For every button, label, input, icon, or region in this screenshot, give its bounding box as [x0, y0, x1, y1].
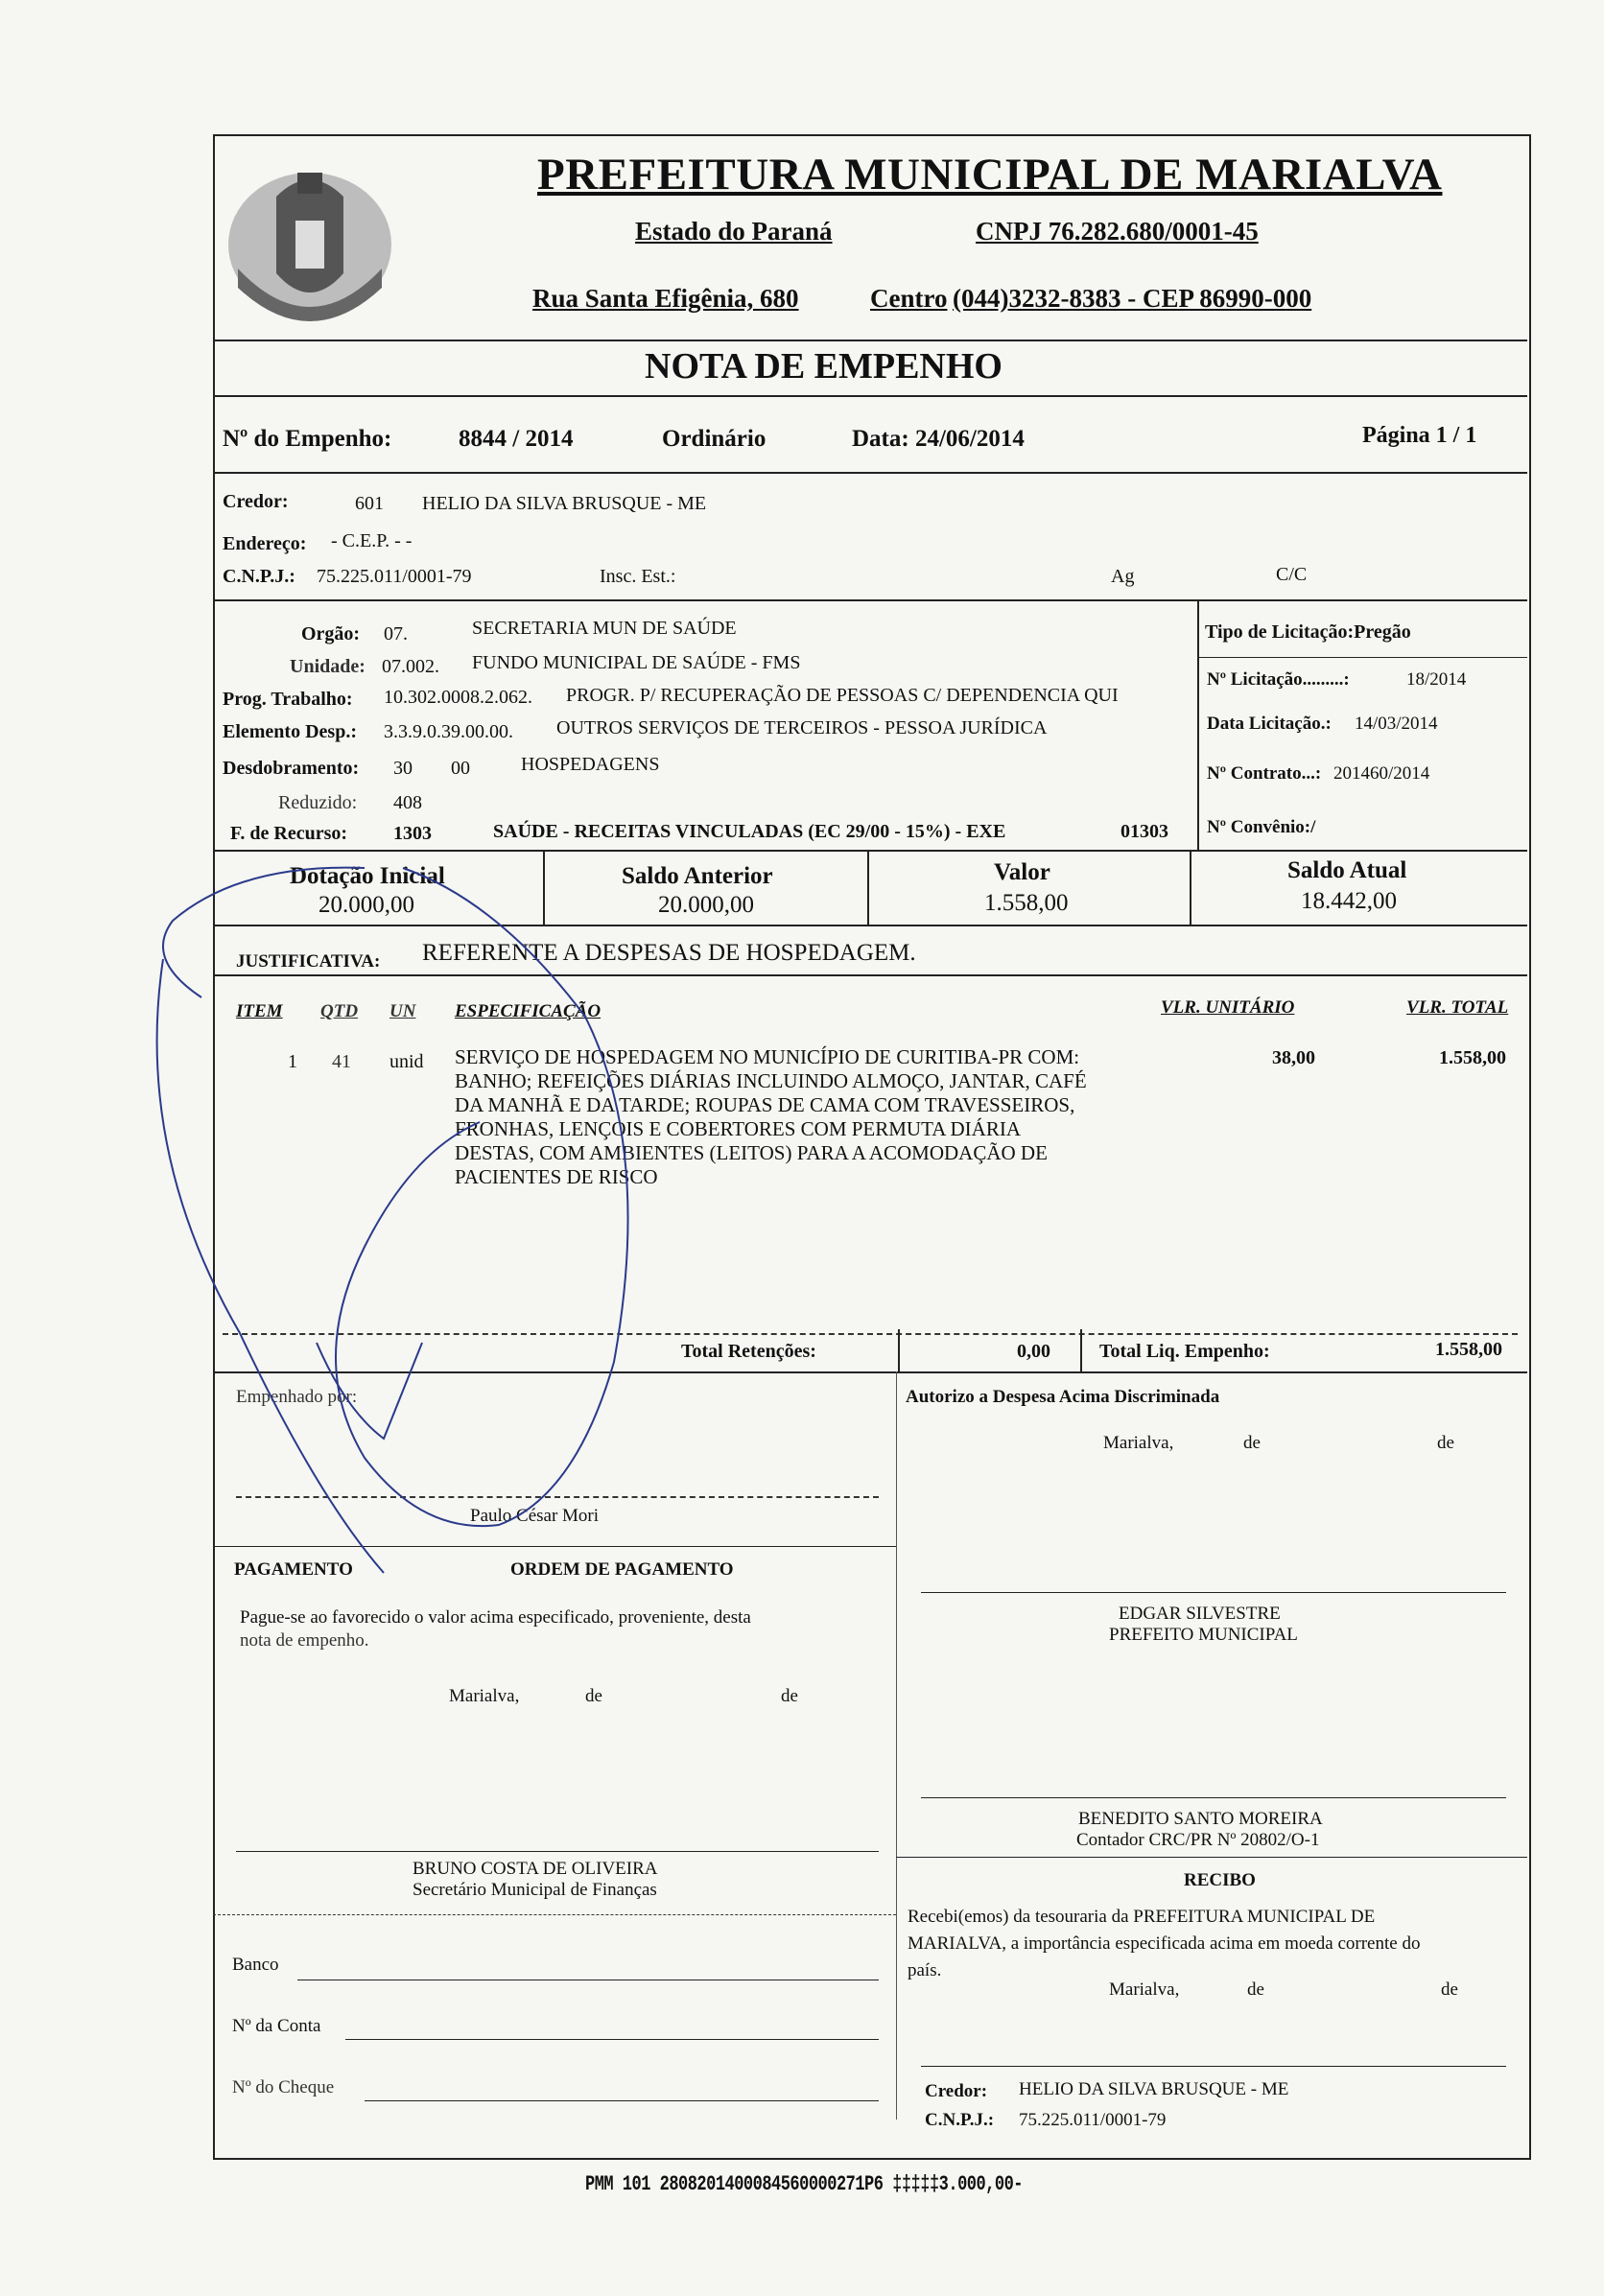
reduzido-label: Reduzido: [278, 792, 358, 813]
valor-value: 1.558,00 [984, 890, 1069, 916]
credor-label: Credor: [223, 491, 289, 512]
col-espec: ESPECIFICAÇÃO [455, 1001, 602, 1021]
licitacao-numero-label: Nº Licitação.........: [1207, 669, 1350, 690]
pagamento-place: Marialva, [449, 1686, 520, 1706]
recurso-name: SAÚDE - RECEITAS VINCULADAS (EC 29/00 - 15%) - EXE [493, 821, 1006, 842]
contador-role: Contador CRC/PR Nº 20802/O-1 [1076, 1830, 1320, 1850]
empenhado-name: Paulo César Mori [470, 1506, 600, 1526]
pagamento-de1: de [585, 1686, 602, 1706]
licitacao-numero: 18/2014 [1406, 669, 1467, 690]
conta-label: Nº da Conta [232, 2016, 321, 2036]
desdob-a: 30 [393, 758, 413, 779]
pagamento-text-2: nota de empenho. [240, 1630, 369, 1651]
prog-name: PROGR. P/ RECUPERAÇÃO DE PESSOAS C/ DEPENDENCIA QUI [566, 685, 1119, 706]
licitacao-data: 14/03/2014 [1355, 714, 1438, 734]
liq-label: Total Liq. Empenho: [1099, 1341, 1270, 1362]
footer-credor-label: Credor: [925, 2081, 988, 2101]
cc-label: C/C [1276, 564, 1308, 585]
item-line: BANHO; REFEIÇÕES DIÁRIAS INCLUINDO ALMOÇO, JANTAR, CAFÉ [455, 1069, 1087, 1092]
item-line: SERVIÇO DE HOSPEDAGEM NO MUNICÍPIO DE CURITIBA-PR COM: [455, 1045, 1080, 1068]
recibo-line-3: país. [908, 1960, 942, 1980]
orgao-code: 07. [384, 623, 408, 644]
item-vlr-total: 1.558,00 [1439, 1047, 1506, 1068]
empenho-number: 8844 / 2014 [459, 426, 574, 452]
unidade-code: 07.002. [382, 656, 439, 677]
empenho-date: Data: 24/06/2014 [852, 426, 1025, 452]
item-line: DA MANHÃ E DA TARDE; ROUPAS DE CAMA COM TRAVESSEIROS, [455, 1093, 1075, 1116]
unidade-label: Unidade: [290, 656, 366, 677]
desdob-name: HOSPEDAGENS [521, 754, 660, 775]
barcode-text: PMM 101 2808201400084560000271P6 ‡‡‡‡‡3.000,00- [585, 2173, 1023, 2197]
retencoes-label: Total Retenções: [681, 1341, 816, 1362]
empenhado-label: Empenhado por: [236, 1387, 358, 1407]
contrato-label: Nº Contrato...: [1207, 763, 1322, 784]
item-line: DESTAS, COM AMBIENTES (LEITOS) PARA A ACOMODAÇÃO DE [455, 1141, 1048, 1164]
footer-cnpj-value: 75.225.011/0001-79 [1019, 2110, 1167, 2130]
prefeito-name: EDGAR SILVESTRE [1119, 1604, 1281, 1624]
ag-label: Ag [1111, 566, 1135, 587]
pagamento-de2: de [781, 1686, 798, 1706]
footer-cnpj-label: C.N.P.J.: [925, 2110, 995, 2130]
pagamento-text-1: Pague-se ao favorecido o valor acima especificado, proveniente, desta [240, 1607, 751, 1628]
atual-label: Saldo Atual [1287, 857, 1407, 883]
cnpj-label: C.N.P.J.: [223, 566, 295, 587]
contrato-value: 201460/2014 [1333, 763, 1430, 784]
item-un: unid [389, 1051, 424, 1072]
liq-value: 1.558,00 [1435, 1339, 1502, 1360]
prefeito-role: PREFEITO MUNICIPAL [1109, 1625, 1298, 1645]
recurso-num: 01303 [1120, 821, 1168, 842]
address-value: - C.E.P. - - [331, 530, 413, 551]
item-qtd: 41 [332, 1051, 351, 1072]
recibo-de2: de [1441, 1980, 1458, 2000]
header-phone-cep: (044)3232-8383 - CEP 86990-000 [953, 284, 1312, 313]
licitacao-tipo: Tipo de Licitação:Pregão [1205, 621, 1411, 643]
banco-label: Banco [232, 1955, 279, 1975]
justificativa-text: REFERENTE A DESPESAS DE HOSPEDAGEM. [422, 940, 916, 966]
contador-name: BENEDITO SANTO MOREIRA [1078, 1809, 1323, 1829]
anterior-value: 20.000,00 [658, 892, 754, 918]
desdob-label: Desdobramento: [223, 758, 360, 779]
recibo-line-2: MARIALVA, a importância especificada acima em moeda corrente do [908, 1933, 1421, 1954]
elemento-code: 3.3.9.0.39.00.00. [384, 721, 513, 742]
col-un: UN [389, 1001, 416, 1021]
desdob-b: 00 [451, 758, 470, 779]
cheque-label: Nº do Cheque [232, 2077, 335, 2097]
col-vlr-unit: VLR. UNITÁRIO [1161, 997, 1295, 1018]
header-address: Rua Santa Efigênia, 680 [532, 284, 799, 313]
col-item: ITEM [236, 1001, 283, 1021]
orgao-name: SECRETARIA MUN DE SAÚDE [472, 618, 737, 639]
retencoes-value: 0,00 [1017, 1341, 1050, 1362]
empenho-type: Ordinário [662, 426, 767, 452]
valor-label: Valor [994, 859, 1050, 885]
pagamento-label: PAGAMENTO [234, 1559, 353, 1580]
item-line: FRONHAS, LENÇOIS E COBERTORES COM PERMUTA DIÁRIA [455, 1117, 1021, 1140]
item-line: PACIENTES DE RISCO [455, 1165, 658, 1188]
doc-title: NOTA DE EMPENHO [645, 346, 1002, 387]
convenio-label: Nº Convênio:/ [1207, 817, 1316, 837]
autorizo-label: Autorizo a Despesa Acima Discriminada [906, 1387, 1220, 1407]
orgao-label: Orgão: [301, 623, 361, 644]
recibo-de1: de [1247, 1980, 1264, 2000]
recurso-code: 1303 [393, 823, 432, 844]
col-qtd: QTD [320, 1001, 359, 1021]
address-label: Endereço: [223, 533, 307, 554]
elemento-label: Elemento Desp.: [223, 721, 357, 742]
prog-label: Prog. Trabalho: [223, 689, 353, 710]
credor-code: 601 [355, 493, 384, 514]
anterior-label: Saldo Anterior [622, 863, 773, 889]
reduzido-value: 408 [393, 792, 422, 813]
elemento-name: OUTROS SERVIÇOS DE TERCEIROS - PESSOA JURÍDICA [556, 717, 1048, 738]
recibo-place: Marialva, [1109, 1980, 1180, 2000]
licitacao-data-label: Data Licitação.: [1207, 714, 1332, 734]
recibo-title: RECIBO [1184, 1870, 1256, 1890]
footer-credor-name: HELIO DA SILVA BRUSQUE - ME [1019, 2079, 1289, 2099]
secretario-role: Secretário Municipal de Finanças [413, 1880, 657, 1900]
col-vlr-total: VLR. TOTAL [1406, 997, 1509, 1018]
header-district: Centro [870, 284, 948, 313]
dotacao-label: Dotação Inicial [290, 863, 445, 889]
item-vlr-unit: 38,00 [1272, 1047, 1315, 1068]
secretario-name: BRUNO COSTA DE OLIVEIRA [413, 1859, 658, 1879]
prog-code: 10.302.0008.2.062. [384, 687, 532, 708]
credor-name: HELIO DA SILVA BRUSQUE - ME [422, 493, 707, 514]
unidade-name: FUNDO MUNICIPAL DE SAÚDE - FMS [472, 652, 801, 673]
recibo-line-1: Recebi(emos) da tesouraria da PREFEITURA MUNICIPAL DE [908, 1907, 1376, 1927]
state-name: Estado do Paraná [635, 217, 833, 246]
insc-label: Insc. Est.: [600, 566, 676, 587]
header-cnpj: CNPJ 76.282.680/0001-45 [976, 217, 1259, 246]
atual-value: 18.442,00 [1301, 888, 1397, 914]
cnpj-value: 75.225.011/0001-79 [317, 566, 472, 587]
autorizo-de1: de [1243, 1433, 1261, 1453]
ordem-pagamento: ORDEM DE PAGAMENTO [510, 1559, 734, 1580]
empenho-number-label: Nº do Empenho: [223, 426, 392, 452]
page-number: Página 1 / 1 [1362, 423, 1477, 448]
autorizo-place: Marialva, [1103, 1433, 1174, 1453]
recurso-label: F. de Recurso: [230, 823, 348, 844]
justificativa-label: JUSTIFICATIVA: [236, 951, 381, 972]
dotacao-value: 20.000,00 [318, 892, 414, 918]
prefeitura-title: PREFEITURA MUNICIPAL DE MARIALVA [537, 150, 1443, 199]
item-number: 1 [288, 1051, 297, 1072]
autorizo-de2: de [1437, 1433, 1454, 1453]
